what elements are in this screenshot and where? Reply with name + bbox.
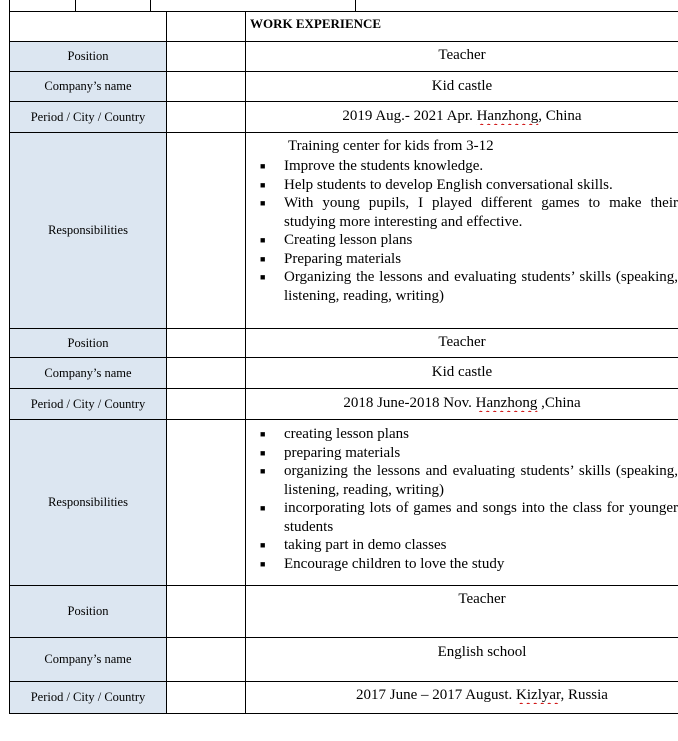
list-item: ■ incorporating lots of games and songs into the class for younger students: [260, 500, 678, 535]
list-item: ■ With young pupils, I played different games to make their studying more interesting and effective.: [260, 195, 678, 230]
company-label: Company’s name: [10, 72, 166, 101]
list-item: ■ Organizing the lessons and evaluating students’ skills (speaking, listening, reading, writing): [260, 269, 678, 304]
period-value[interactable]: 2018 June-2018 Nov. Hanzhong ,China: [343, 395, 581, 411]
company-value[interactable]: English school: [437, 644, 527, 660]
bullet-icon: ■: [260, 272, 266, 282]
list-item: ■ Improve the students knowledge.: [260, 158, 484, 174]
bullet-icon: ■: [260, 540, 266, 550]
position-label: Position: [10, 329, 166, 357]
bullet-icon: ■: [260, 466, 266, 476]
list-item: ■ preparing materials: [260, 444, 401, 461]
bullet-icon: ■: [260, 558, 266, 569]
responsibilities-list[interactable]: [246, 425, 678, 573]
bullet-icon: ■: [260, 429, 266, 439]
company-value[interactable]: Kid castle: [431, 364, 493, 380]
section-heading: WORK EXPERIENCE: [250, 16, 382, 31]
period-label: Period / City / Country: [10, 389, 166, 419]
company-label: Company’s name: [10, 358, 166, 388]
responsibilities-intro[interactable]: Training center for kids from 3-12: [288, 138, 494, 154]
position-value[interactable]: Teacher: [458, 591, 506, 607]
list-item: ■ creating lesson plans: [260, 426, 409, 442]
list-item: ■ Help students to develop English conversational skills.: [260, 176, 613, 193]
position-value[interactable]: Teacher: [438, 47, 486, 63]
responsibilities-label: Responsibilities: [10, 133, 166, 328]
list-item: ■ Encourage children to love the study: [260, 555, 505, 572]
period-value[interactable]: 2019 Aug.- 2021 Apr. Hanzhong, China: [342, 108, 582, 124]
grid-line: [9, 11, 678, 12]
grid-line: [9, 713, 678, 714]
list-item: ■ Preparing materials: [260, 250, 402, 267]
period-value[interactable]: 2017 June – 2017 August. Kizlyar, Russia: [356, 687, 608, 703]
bullet-icon: ■: [260, 253, 266, 264]
responsibilities-label: Responsibilities: [10, 420, 166, 585]
company-label: Company’s name: [10, 638, 166, 681]
position-label: Position: [10, 42, 166, 71]
list-item: ■ taking part in demo classes: [260, 537, 447, 553]
responsibilities-list[interactable]: [246, 157, 678, 305]
grid-line: [166, 11, 167, 714]
bullet-icon: ■: [260, 161, 266, 171]
list-item: ■ organizing the lessons and evaluating students’ skills (speaking, listening, reading, writing): [260, 463, 678, 498]
bullet-icon: ■: [260, 447, 266, 458]
position-value[interactable]: Teacher: [438, 334, 486, 350]
bullet-icon: ■: [260, 503, 266, 513]
company-value[interactable]: Kid castle: [431, 78, 493, 94]
list-item: ■ Creating lesson plans: [260, 232, 413, 248]
period-label: Period / City / Country: [10, 102, 166, 132]
bullet-icon: ■: [260, 235, 266, 245]
period-label: Period / City / Country: [10, 682, 166, 713]
bullet-icon: ■: [260, 198, 266, 208]
bullet-icon: ■: [260, 179, 266, 190]
position-label: Position: [10, 586, 166, 637]
